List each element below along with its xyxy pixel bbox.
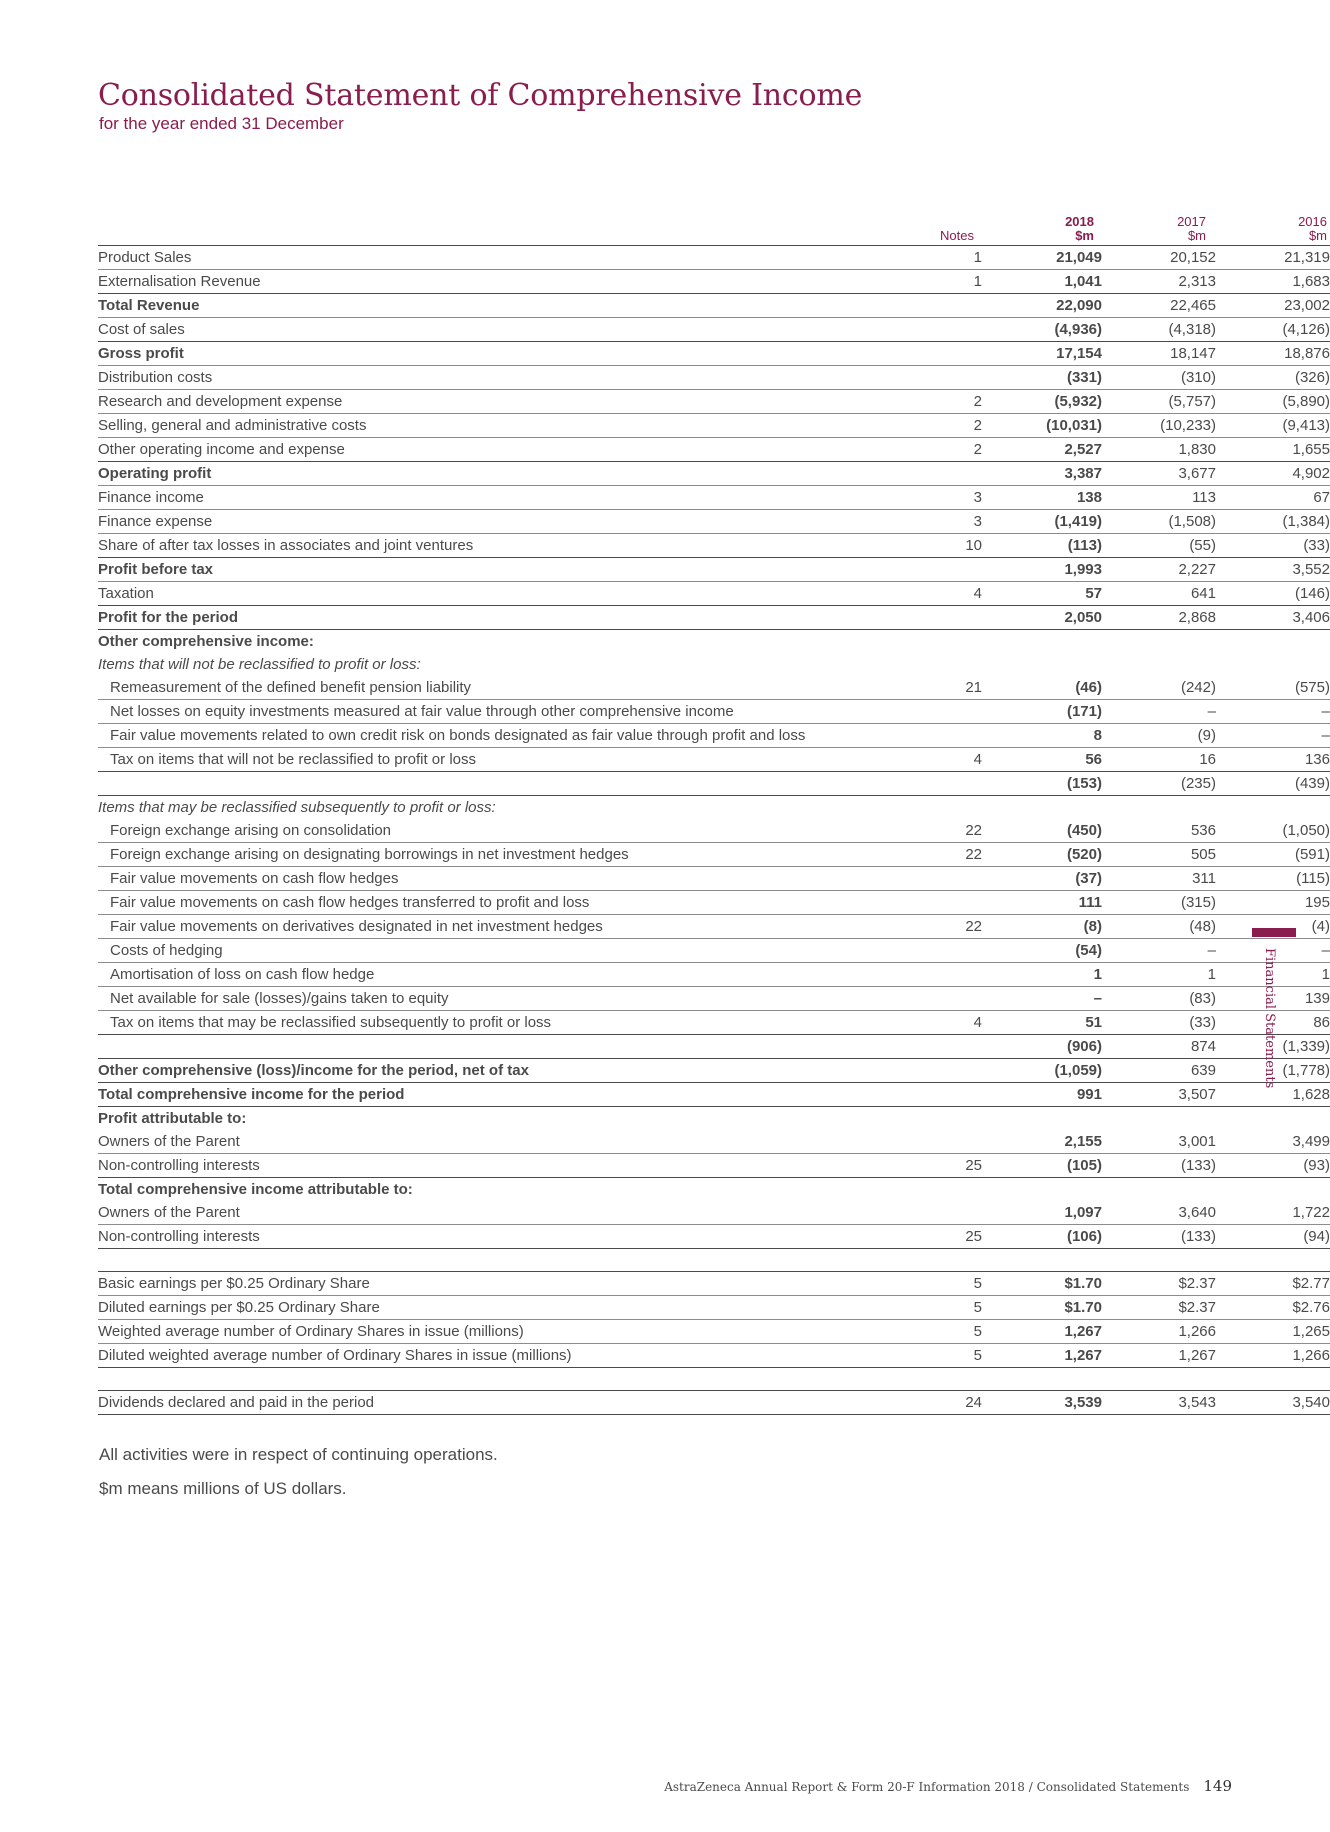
value-2016: 3,499 (1216, 1130, 1330, 1154)
page-subtitle: for the year ended 31 December (99, 114, 344, 133)
row-notes: 5 (790, 1296, 982, 1320)
table-header-row (98, 211, 1330, 246)
row-notes (790, 294, 982, 318)
value-2017: (4,318) (1102, 318, 1216, 342)
value-2017: (10,233) (1102, 414, 1216, 438)
footnote: All activities were in respect of continuing operations. (99, 1445, 498, 1464)
value-2017: (133) (1102, 1154, 1216, 1178)
value-2016: 1,266 (1216, 1344, 1330, 1368)
section-heading-row (98, 1107, 1330, 1131)
value-2018: 17,154 (982, 342, 1102, 366)
value-2017: 3,543 (1102, 1391, 1216, 1415)
table-row (98, 534, 1330, 558)
table-row (98, 700, 1330, 724)
value-2018: (46) (982, 676, 1102, 700)
value-2017: 2,868 (1102, 606, 1216, 630)
section-heading: Profit attributable to: (98, 1110, 247, 1127)
value-2016: (575) (1216, 676, 1330, 700)
table-row (98, 486, 1330, 510)
row-label: Owners of the Parent (98, 1130, 790, 1154)
value-2017: – (1102, 700, 1216, 724)
value-2018: 1,041 (982, 270, 1102, 294)
value-2018: (1,059) (982, 1059, 1102, 1083)
value-2017: (133) (1102, 1225, 1216, 1249)
table-row (98, 891, 1330, 915)
row-label: Distribution costs (98, 366, 790, 390)
value-2017: 3,677 (1102, 462, 1216, 486)
row-notes: 5 (790, 1344, 982, 1368)
table-row (98, 676, 1330, 700)
table-row (98, 270, 1330, 294)
table-row (98, 867, 1330, 891)
row-label: Cost of sales (98, 318, 790, 342)
table-row (98, 366, 1330, 390)
value-2018: 22,090 (982, 294, 1102, 318)
value-2018: 57 (982, 582, 1102, 606)
table-row (98, 1201, 1330, 1225)
value-2017: 22,465 (1102, 294, 1216, 318)
page-title: Consolidated Statement of Comprehensive Income (98, 78, 863, 113)
footer-text: AstraZeneca Annual Report & Form 20-F Information 2018 / Consolidated Statements (664, 1780, 1190, 1794)
value-2017: (33) (1102, 1011, 1216, 1035)
value-2016: (93) (1216, 1154, 1330, 1178)
row-notes (790, 772, 982, 796)
header-year-2018: 2018 $m (982, 211, 1102, 246)
value-2016: 3,540 (1216, 1391, 1330, 1415)
value-2016: (326) (1216, 366, 1330, 390)
row-notes: 4 (790, 582, 982, 606)
row-label: Net available for sale (losses)/gains taken to equity (98, 987, 790, 1011)
row-label: Foreign exchange arising on consolidation (98, 819, 790, 843)
table-row (98, 963, 1330, 987)
value-2017: 1,267 (1102, 1344, 1216, 1368)
row-notes (790, 939, 982, 963)
row-label: Finance income (98, 486, 790, 510)
value-2018: 1 (982, 963, 1102, 987)
value-2016: (5,890) (1216, 390, 1330, 414)
row-notes (790, 558, 982, 582)
row-label: Costs of hedging (98, 939, 790, 963)
page-footer (664, 1777, 1232, 1795)
row-notes (790, 462, 982, 486)
table-row (98, 1296, 1330, 1320)
value-2017: (5,757) (1102, 390, 1216, 414)
row-label (98, 772, 790, 796)
row-label: Non-controlling interests (98, 1154, 790, 1178)
value-2016: (9,413) (1216, 414, 1330, 438)
row-notes (790, 1059, 982, 1083)
table-row (98, 748, 1330, 772)
value-2017: (55) (1102, 534, 1216, 558)
row-label: Basic earnings per $0.25 Ordinary Share (98, 1272, 790, 1296)
value-2018: (54) (982, 939, 1102, 963)
row-notes: 1 (790, 246, 982, 270)
row-notes: 22 (790, 915, 982, 939)
row-notes: 3 (790, 486, 982, 510)
subsection-heading: Items that will not be reclassified to profit or loss: (98, 656, 421, 673)
value-2016: 18,876 (1216, 342, 1330, 366)
row-notes (790, 891, 982, 915)
table-spacer (98, 1249, 1330, 1272)
value-2018: (153) (982, 772, 1102, 796)
table-row (98, 915, 1330, 939)
value-2018: (106) (982, 1225, 1102, 1249)
row-notes: 21 (790, 676, 982, 700)
table-row (98, 939, 1330, 963)
value-2016: (591) (1216, 843, 1330, 867)
value-2018: 1,097 (982, 1201, 1102, 1225)
value-2018: 2,527 (982, 438, 1102, 462)
table-row (98, 1391, 1330, 1415)
table-row (98, 438, 1330, 462)
value-2018: (450) (982, 819, 1102, 843)
row-notes: 3 (790, 510, 982, 534)
value-2017: 1,830 (1102, 438, 1216, 462)
value-2016: 1,683 (1216, 270, 1330, 294)
section-accent-bar (1252, 928, 1296, 937)
table-row (98, 1130, 1330, 1154)
row-label: Total Revenue (98, 294, 790, 318)
value-2016: (4) (1216, 915, 1330, 939)
value-2017: 1 (1102, 963, 1216, 987)
value-2018: 138 (982, 486, 1102, 510)
row-label: Product Sales (98, 246, 790, 270)
value-2018: 8 (982, 724, 1102, 748)
row-label (98, 1035, 790, 1059)
value-2017: 3,001 (1102, 1130, 1216, 1154)
row-notes: 2 (790, 390, 982, 414)
value-2018: (171) (982, 700, 1102, 724)
value-2016: 136 (1216, 748, 1330, 772)
subsection-heading: Items that may be reclassified subsequently to profit or loss: (98, 799, 496, 816)
footnotes (99, 1444, 498, 1512)
table-row (98, 1320, 1330, 1344)
row-notes: 5 (790, 1320, 982, 1344)
row-label: Taxation (98, 582, 790, 606)
value-2016: (4,126) (1216, 318, 1330, 342)
row-label: Amortisation of loss on cash flow hedge (98, 963, 790, 987)
value-2016: 1,655 (1216, 438, 1330, 462)
value-2018: (906) (982, 1035, 1102, 1059)
section-heading: Other comprehensive income: (98, 633, 314, 650)
value-2017: (242) (1102, 676, 1216, 700)
value-2017: 311 (1102, 867, 1216, 891)
subtotal-row (98, 1035, 1330, 1059)
row-label: Profit for the period (98, 606, 790, 630)
value-2016: 4,902 (1216, 462, 1330, 486)
table-row (98, 1225, 1330, 1249)
row-label: Non-controlling interests (98, 1225, 790, 1249)
value-2017: 16 (1102, 748, 1216, 772)
row-label: Total comprehensive income for the period (98, 1083, 790, 1107)
row-notes: 4 (790, 748, 982, 772)
row-label: Weighted average number of Ordinary Shares in issue (millions) (98, 1320, 790, 1344)
value-2016: 1,628 (1216, 1083, 1330, 1107)
value-2016: 23,002 (1216, 294, 1330, 318)
value-2017: 3,507 (1102, 1083, 1216, 1107)
value-2017: 18,147 (1102, 342, 1216, 366)
value-2016: 1,265 (1216, 1320, 1330, 1344)
row-notes (790, 318, 982, 342)
value-2017: 2,227 (1102, 558, 1216, 582)
table-row (98, 582, 1330, 606)
table-row (98, 246, 1330, 270)
value-2018: $1.70 (982, 1296, 1102, 1320)
table-row (98, 414, 1330, 438)
row-label: Diluted earnings per $0.25 Ordinary Share (98, 1296, 790, 1320)
footnote: $m means millions of US dollars. (99, 1479, 347, 1498)
value-2017: 2,313 (1102, 270, 1216, 294)
row-notes: 25 (790, 1225, 982, 1249)
table-row (98, 724, 1330, 748)
value-2017: 3,640 (1102, 1201, 1216, 1225)
value-2018: 991 (982, 1083, 1102, 1107)
value-2017: (48) (1102, 915, 1216, 939)
row-label: Other operating income and expense (98, 438, 790, 462)
row-notes (790, 342, 982, 366)
row-notes: 10 (790, 534, 982, 558)
value-2016: 195 (1216, 891, 1330, 915)
table-row (98, 819, 1330, 843)
value-2017: 874 (1102, 1035, 1216, 1059)
value-2017: – (1102, 939, 1216, 963)
value-2017: (315) (1102, 891, 1216, 915)
value-2016: (115) (1216, 867, 1330, 891)
value-2016: 86 (1216, 1011, 1330, 1035)
value-2017: 639 (1102, 1059, 1216, 1083)
table-row (98, 558, 1330, 582)
row-notes: 1 (790, 270, 982, 294)
table-row (98, 1344, 1330, 1368)
value-2018: (4,936) (982, 318, 1102, 342)
value-2017: $2.37 (1102, 1272, 1216, 1296)
row-notes: 2 (790, 414, 982, 438)
value-2018: (520) (982, 843, 1102, 867)
row-notes (790, 700, 982, 724)
value-2016: (439) (1216, 772, 1330, 796)
value-2016: – (1216, 700, 1330, 724)
table-row (98, 1272, 1330, 1296)
value-2016: (33) (1216, 534, 1330, 558)
row-label: Foreign exchange arising on designating borrowings in net investment hedges (98, 843, 790, 867)
value-2016: 1,722 (1216, 1201, 1330, 1225)
row-label: Other comprehensive (loss)/income for the period, net of tax (98, 1059, 790, 1083)
header-year-2016: 2016 $m (1216, 211, 1330, 246)
value-2016: 3,552 (1216, 558, 1330, 582)
value-2017: 641 (1102, 582, 1216, 606)
table-row (98, 1083, 1330, 1107)
row-label: Gross profit (98, 342, 790, 366)
row-notes (790, 724, 982, 748)
table-row (98, 606, 1330, 630)
table-row (98, 510, 1330, 534)
section-heading-row (98, 630, 1330, 654)
row-label: Fair value movements related to own credit risk on bonds designated as fair value through profit and loss (98, 724, 790, 748)
subtotal-row (98, 772, 1330, 796)
value-2016: $2.77 (1216, 1272, 1330, 1296)
value-2016: 3,406 (1216, 606, 1330, 630)
table-row (98, 1154, 1330, 1178)
row-notes: 4 (790, 1011, 982, 1035)
table-row (98, 843, 1330, 867)
value-2016: (1,050) (1216, 819, 1330, 843)
value-2018: 1,993 (982, 558, 1102, 582)
income-statement-table (98, 211, 1330, 1415)
row-label: Fair value movements on derivatives designated in net investment hedges (98, 915, 790, 939)
table-row (98, 987, 1330, 1011)
row-label: Fair value movements on cash flow hedges (98, 867, 790, 891)
row-label: Finance expense (98, 510, 790, 534)
row-label: Operating profit (98, 462, 790, 486)
subsection-heading-row (98, 796, 1330, 820)
header-year-2017: 2017 $m (1102, 211, 1216, 246)
value-2017: (1,508) (1102, 510, 1216, 534)
header-notes: Notes (790, 211, 982, 246)
section-heading-row (98, 1178, 1330, 1202)
row-notes (790, 1130, 982, 1154)
value-2018: (37) (982, 867, 1102, 891)
value-2016: $2.76 (1216, 1296, 1330, 1320)
subsection-heading-row (98, 653, 1330, 676)
table-row (98, 294, 1330, 318)
value-2018: 2,050 (982, 606, 1102, 630)
section-tab-label: Financial Statements (1262, 948, 1277, 1089)
value-2017: 113 (1102, 486, 1216, 510)
value-2018: (10,031) (982, 414, 1102, 438)
value-2018: 3,387 (982, 462, 1102, 486)
row-notes: 22 (790, 819, 982, 843)
value-2017: (9) (1102, 724, 1216, 748)
row-label: Tax on items that will not be reclassified to profit or loss (98, 748, 790, 772)
row-label: Diluted weighted average number of Ordinary Shares in issue (millions) (98, 1344, 790, 1368)
value-2016: 139 (1216, 987, 1330, 1011)
row-notes: 24 (790, 1391, 982, 1415)
page-number: 149 (1203, 1777, 1232, 1795)
value-2018: (5,932) (982, 390, 1102, 414)
row-notes (790, 606, 982, 630)
value-2017: 20,152 (1102, 246, 1216, 270)
row-label: Net losses on equity investments measured at fair value through other comprehensive income (98, 700, 790, 724)
table-row (98, 318, 1330, 342)
value-2018: 1,267 (982, 1344, 1102, 1368)
row-notes (790, 987, 982, 1011)
value-2018: 1,267 (982, 1320, 1102, 1344)
value-2018: (113) (982, 534, 1102, 558)
row-label: Selling, general and administrative costs (98, 414, 790, 438)
value-2018: – (982, 987, 1102, 1011)
row-notes: 2 (790, 438, 982, 462)
row-notes (790, 1083, 982, 1107)
row-label: Research and development expense (98, 390, 790, 414)
header-label (98, 211, 790, 246)
row-notes (790, 963, 982, 987)
row-label: Remeasurement of the defined benefit pension liability (98, 676, 790, 700)
table-spacer (98, 1368, 1330, 1391)
value-2016: (94) (1216, 1225, 1330, 1249)
row-notes (790, 1201, 982, 1225)
value-2018: 111 (982, 891, 1102, 915)
value-2018: (1,419) (982, 510, 1102, 534)
row-label: Share of after tax losses in associates and joint ventures (98, 534, 790, 558)
value-2016: 21,319 (1216, 246, 1330, 270)
value-2017: (310) (1102, 366, 1216, 390)
row-label: Profit before tax (98, 558, 790, 582)
value-2018: (105) (982, 1154, 1102, 1178)
table-row (98, 342, 1330, 366)
value-2016: (146) (1216, 582, 1330, 606)
value-2017: 536 (1102, 819, 1216, 843)
row-label: Dividends declared and paid in the period (98, 1391, 790, 1415)
row-label: Externalisation Revenue (98, 270, 790, 294)
value-2016: (1,339) (1216, 1035, 1330, 1059)
row-notes (790, 1035, 982, 1059)
value-2016: (1,778) (1216, 1059, 1330, 1083)
value-2018: 2,155 (982, 1130, 1102, 1154)
table-row (98, 390, 1330, 414)
value-2018: (8) (982, 915, 1102, 939)
section-heading: Total comprehensive income attributable to: (98, 1181, 413, 1198)
value-2016: – (1216, 724, 1330, 748)
value-2016: 1 (1216, 963, 1330, 987)
row-label: Tax on items that may be reclassified subsequently to profit or loss (98, 1011, 790, 1035)
row-notes: 25 (790, 1154, 982, 1178)
value-2016: – (1216, 939, 1330, 963)
value-2017: 1,266 (1102, 1320, 1216, 1344)
row-notes (790, 867, 982, 891)
row-notes: 22 (790, 843, 982, 867)
value-2017: (235) (1102, 772, 1216, 796)
value-2018: 51 (982, 1011, 1102, 1035)
row-label: Fair value movements on cash flow hedges transferred to profit and loss (98, 891, 790, 915)
value-2018: (331) (982, 366, 1102, 390)
value-2017: 505 (1102, 843, 1216, 867)
value-2016: 67 (1216, 486, 1330, 510)
row-label: Owners of the Parent (98, 1201, 790, 1225)
value-2018: 21,049 (982, 246, 1102, 270)
value-2017: $2.37 (1102, 1296, 1216, 1320)
value-2017: (83) (1102, 987, 1216, 1011)
value-2018: 56 (982, 748, 1102, 772)
value-2016: (1,384) (1216, 510, 1330, 534)
row-notes (790, 366, 982, 390)
row-notes: 5 (790, 1272, 982, 1296)
table-row (98, 462, 1330, 486)
table-row (98, 1059, 1330, 1083)
table-row (98, 1011, 1330, 1035)
value-2018: $1.70 (982, 1272, 1102, 1296)
value-2018: 3,539 (982, 1391, 1102, 1415)
